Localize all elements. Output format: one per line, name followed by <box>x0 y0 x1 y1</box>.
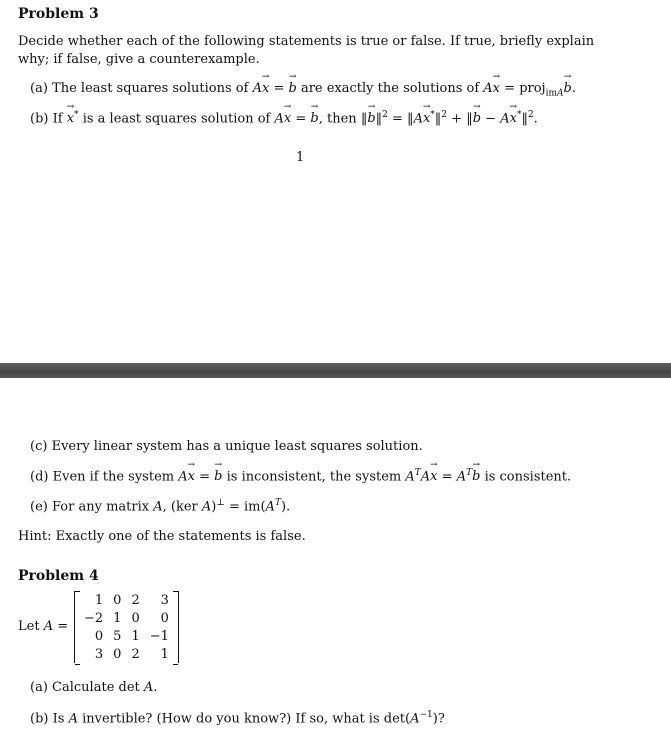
page-number: 1 <box>296 150 305 165</box>
matrix-row: 1 0 2 3 <box>94 592 169 608</box>
statement-b: (b) If → x* is a least squares solution of A→ x = → b, then ‖→ b‖$^2$ = ‖A→ x*‖$^2$ + ‖→ b − A→ x*‖$^2$. <box>30 110 538 126</box>
matrix-row: 0 5 1 −1 <box>94 628 169 644</box>
statement-d: (d) Even if the system A→ x = → b is inconsistent, the system $A^TA\to x = A^T\to b$ is consistent. <box>30 468 571 484</box>
page-one <box>0 0 671 363</box>
problem-3-heading: Problem 3 <box>18 6 99 22</box>
problem-4-part-a: (a) Calculate det A. <box>30 680 158 695</box>
hint-text: Hint: Exactly one of the statements is false. <box>18 529 306 544</box>
matrix-a <box>74 591 179 663</box>
statement-e: (e) For any matrix A, (ker $A)^\perp = im(A^T)$. <box>30 498 291 515</box>
matrix-row: 3 0 2 1 <box>94 646 169 662</box>
statement-c: (c) Every linear system has a unique least squares solution. <box>30 439 423 454</box>
matrix-row: −2 1 0 0 <box>84 610 169 626</box>
page-separator <box>0 363 671 378</box>
problem-4-heading: Problem 4 <box>18 568 99 584</box>
matrix-label: Let A = <box>18 619 69 634</box>
problem-4-part-b: (b) Is A invertible? (How do you know?) If so, what is $\det(A^{-1})$? <box>30 710 445 727</box>
problem-3-intro: Decide whether each of the following statements is true or false. If true, briefly explain why; if false, give a counterexample. <box>18 34 595 67</box>
statement-a: (a) The least squares solutions of A→ x = → b are exactly the solutions of A→ x = proj$_{imA}$→ b. <box>30 81 576 99</box>
